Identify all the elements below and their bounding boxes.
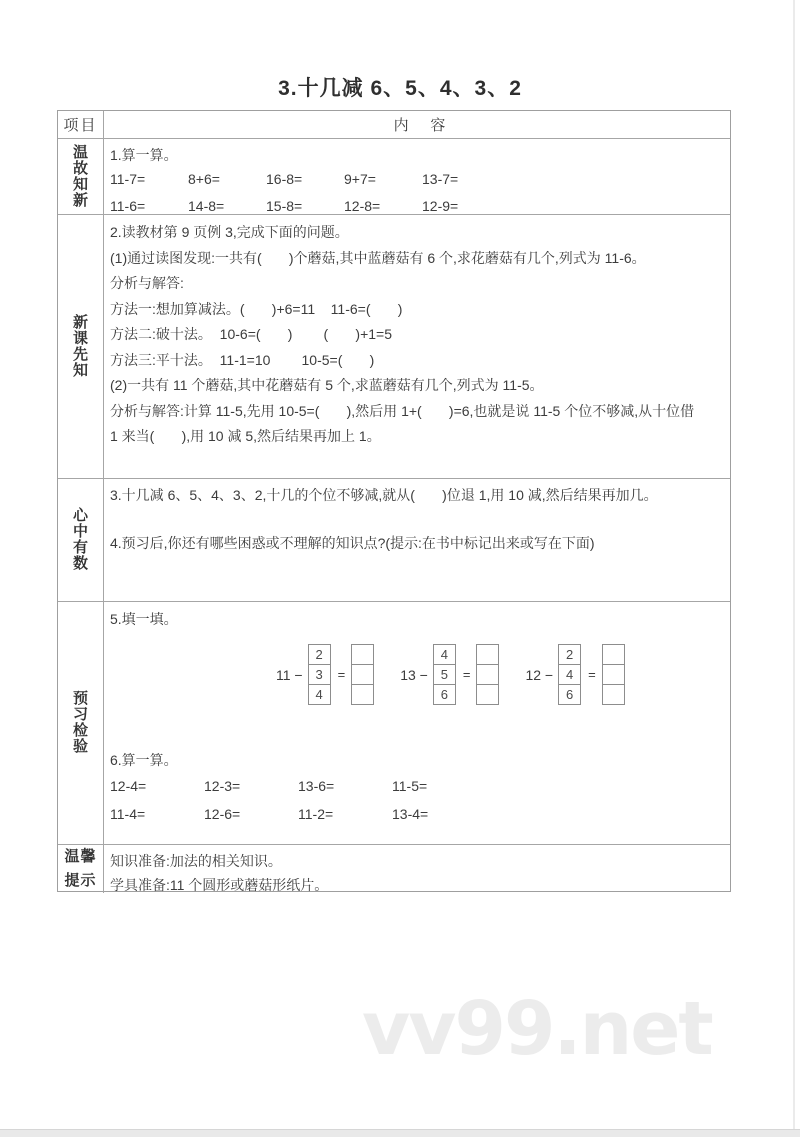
subtrahend-box: 4 [558, 664, 581, 685]
header-content-cell: 内 容 [393, 117, 447, 134]
math-problem: 12-3= [204, 778, 241, 794]
math-problem: 15-8= [266, 198, 303, 214]
calc-problem-row [110, 773, 730, 799]
math-problem: 13-6= [298, 778, 335, 794]
watermark: vv99.net [362, 986, 712, 1072]
equals-sign: = [462, 667, 471, 682]
result-column [602, 644, 625, 705]
subtrahend-box: 2 [308, 644, 331, 665]
math-problem: 12-4= [110, 778, 147, 794]
result-box [602, 684, 625, 705]
subtrahend-box: 4 [433, 644, 456, 665]
subtrahend-column [558, 644, 581, 705]
review-problem-row [110, 193, 730, 214]
calc-exercise-title: 6.算一算。 [110, 752, 178, 768]
result-box [476, 644, 499, 665]
math-problem: 14-8= [188, 198, 225, 214]
review-section-row [58, 138, 730, 214]
preview-section-row [58, 601, 730, 844]
result-box [351, 664, 374, 685]
fill-diagram [400, 644, 499, 705]
new-lesson-label-cell [58, 215, 104, 478]
math-problem: 13-4= [392, 806, 429, 822]
review-label-cell [58, 139, 104, 214]
subtrahend-box: 4 [308, 684, 331, 705]
equals-sign: = [337, 667, 346, 682]
text-line: 3.十几减 6、5、4、3、2,十几的个位不够减,就从( )位退 1,用 10 减,然后结果再加几。 [110, 487, 658, 503]
preview-label-cell [58, 602, 104, 844]
subtrahend-box: 6 [558, 684, 581, 705]
text-line: 1 来当( ),用 10 减 5,然后结果再加上 1。 [110, 428, 381, 444]
footer-strip [0, 1129, 800, 1137]
text-line: 知识准备:加法的相关知识。 [110, 853, 282, 869]
text-line: 方法一:想加算减法。( )+6=11 11-6=( ) [110, 300, 403, 317]
review-title: 1.算一算。 [110, 147, 178, 163]
result-box [351, 684, 374, 705]
subtrahend-column [433, 644, 456, 705]
new-lesson-section-row [58, 214, 730, 478]
subtrahend-box: 3 [308, 664, 331, 685]
mind-section-row [58, 478, 730, 601]
result-column [476, 644, 499, 705]
result-column [351, 644, 374, 705]
fill-diagram [276, 644, 374, 705]
math-problem: 11-5= [392, 778, 428, 794]
preview-content-cell [104, 602, 730, 844]
mind-label-cell [58, 479, 104, 601]
math-problem: 12-9= [422, 198, 459, 214]
subtrahend-box: 6 [433, 684, 456, 705]
tips-content-cell [104, 845, 730, 893]
tips-label-cell [58, 845, 104, 893]
calc-problem-row [110, 801, 730, 827]
math-problem: 11-6= [110, 198, 146, 214]
result-box [476, 664, 499, 685]
minuend-label: 11 − [276, 666, 303, 683]
text-line: 方法二:破十法。 10-6=( ) ( )+1=5 [110, 326, 393, 342]
equals-sign: = [588, 667, 596, 682]
subtrahend-box: 2 [558, 644, 581, 665]
text-line: 4.预习后,你还有哪些困惑或不理解的知识点?(提示:在书中标记出来或写在下面) [110, 535, 595, 551]
text-line: (2)一共有 11 个蘑菇,其中花蘑菇有 5 个,求蓝蘑菇有几个,列式为 11-5。 [110, 377, 544, 393]
minuend-label: 12 − [525, 666, 554, 683]
minuend-label: 13 − [400, 666, 428, 683]
review-section-label: 温故知新 [72, 143, 88, 209]
fill-exercise-title: 5.填一填。 [110, 611, 178, 627]
math-problem: 11-4= [110, 806, 146, 822]
text-line: 方法三:平十法。 11-1=10 10-5=( ) [110, 351, 375, 368]
worksheet-table [57, 110, 731, 892]
preview-section-label: 预习检验 [72, 690, 88, 755]
new-lesson-content-cell [104, 215, 730, 478]
fill-diagram [525, 644, 624, 705]
math-problem: 13-7= [422, 171, 459, 187]
math-problem: 16-8= [266, 171, 303, 187]
result-box [602, 644, 625, 665]
subtrahend-column [308, 644, 331, 705]
text-line: 2.读教材第 9 页例 3,完成下面的问题。 [110, 224, 349, 240]
page-title: 3.十几减 6、5、4、3、2 [278, 77, 522, 100]
review-content-cell [104, 139, 730, 214]
header-project-label: 项目 [63, 117, 98, 134]
subtrahend-box: 5 [433, 664, 456, 685]
result-box [602, 664, 625, 685]
math-problem: 11-2= [298, 806, 334, 822]
fill-diagrams-group [276, 644, 730, 705]
new-lesson-section-label: 新课先知 [72, 313, 88, 379]
math-problem: 8+6= [188, 171, 220, 187]
math-problem: 9+7= [344, 171, 376, 187]
result-box [476, 684, 499, 705]
math-problem: 11-7= [110, 171, 146, 187]
result-box [351, 644, 374, 665]
tips-section-row [58, 844, 730, 893]
text-line: 学具准备:11 个圆形或蘑菇形纸片。 [110, 877, 329, 893]
page-edge-line [793, 0, 795, 1129]
mind-section-label: 心中有数 [72, 507, 88, 572]
text-line: 分析与解答: [110, 275, 184, 291]
header-row [58, 111, 730, 138]
tips-section-label: 温馨提示 [64, 848, 97, 889]
text-line: (1)通过读图发现:一共有( )个蘑菇,其中蓝蘑菇有 6 个,求花蘑菇有几个,列式为 11-6。 [110, 249, 646, 266]
mind-content-cell [104, 479, 730, 601]
text-line: 分析与解答:计算 11-5,先用 10-5=( ),然后用 1+( )=6,也就是说 11-5 个位不够减,从十位借 [110, 402, 695, 419]
math-problem: 12-8= [344, 198, 381, 214]
header-project-cell [58, 111, 104, 138]
review-problem-row [110, 166, 730, 193]
math-problem: 12-6= [204, 806, 241, 822]
